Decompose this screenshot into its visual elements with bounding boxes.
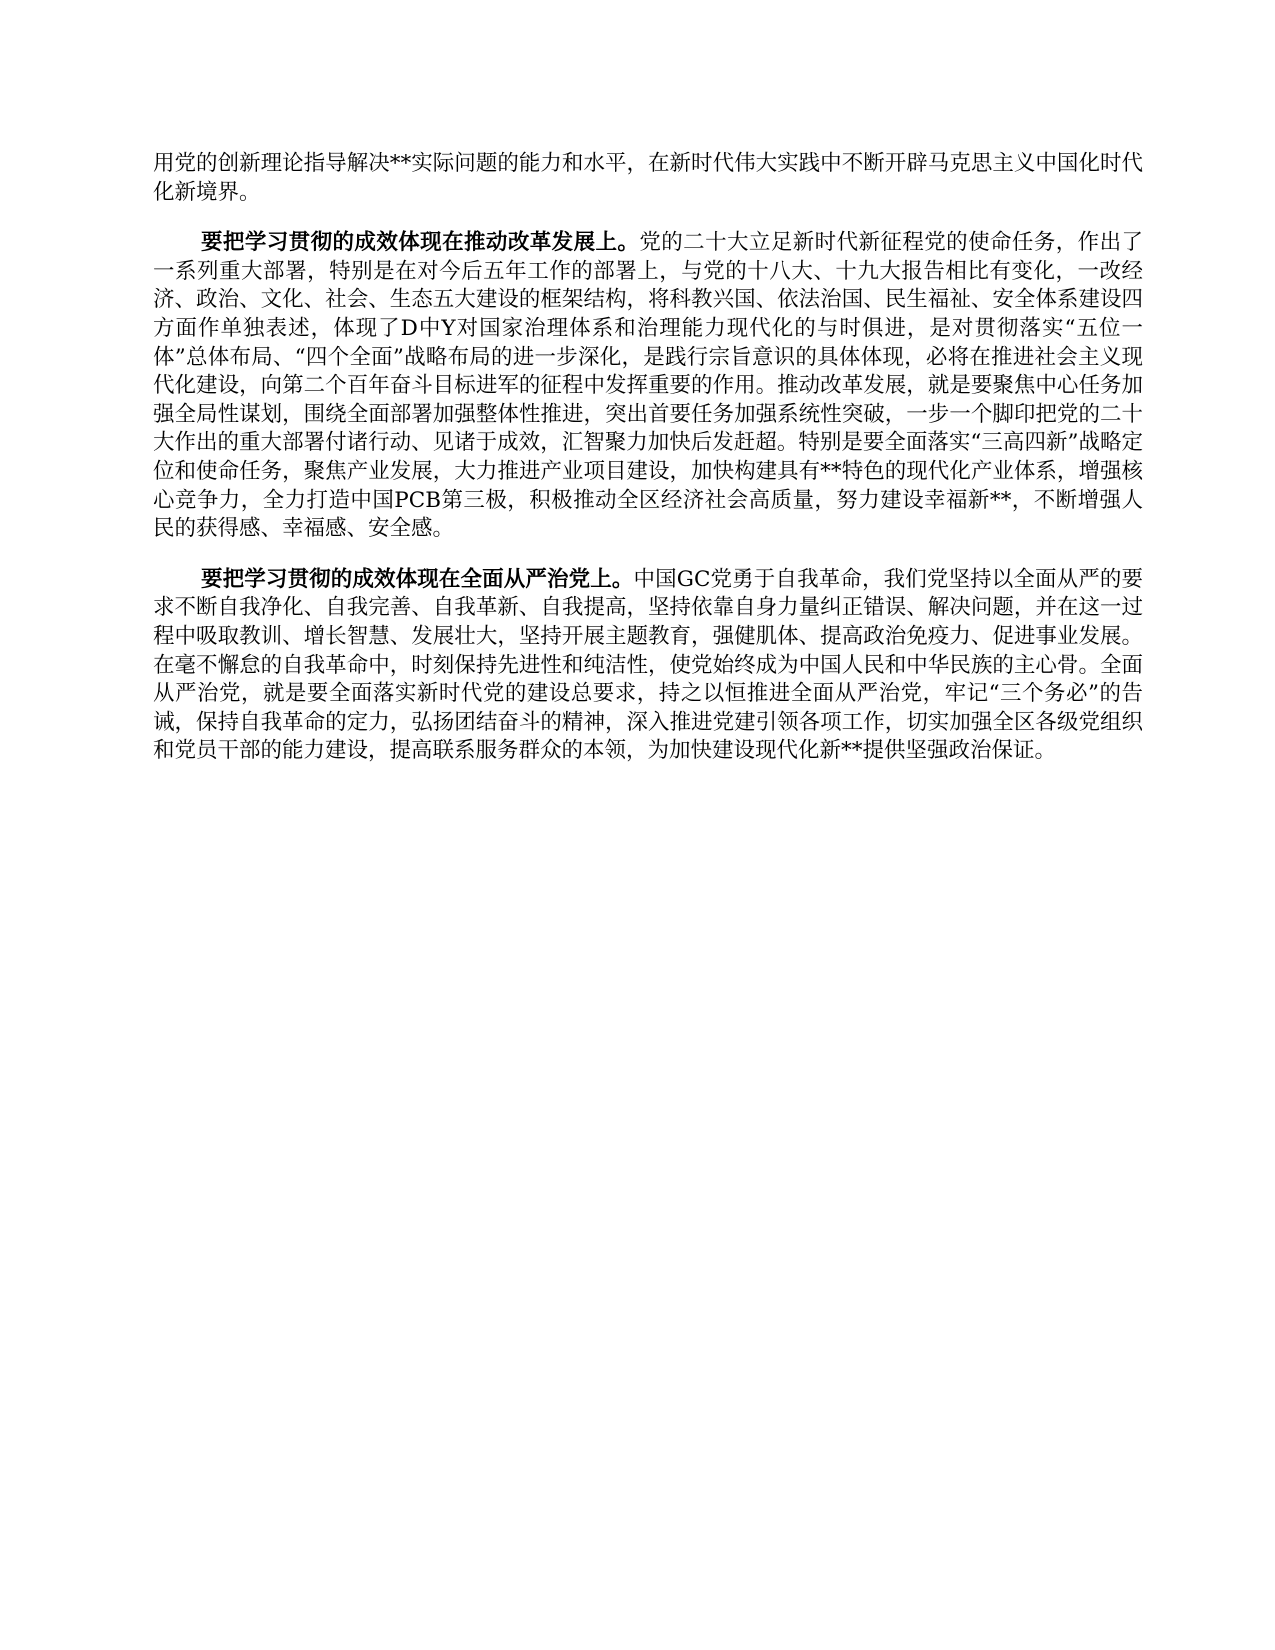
paragraph-heading: 要把学习贯彻的成效体现在全面从严治党上。 (201, 566, 634, 592)
paragraph-reform-development (153, 229, 1143, 544)
paragraph-body: 用党的创新理论指导解决**实际问题的能力和水平，在新时代伟大实践中不断开辟马克思主义中国化时代化新境界。 (153, 151, 1143, 205)
paragraph-heading: 要把学习贯彻的成效体现在推动改革发展上。 (201, 230, 640, 256)
paragraph-body: 中国GC党勇于自我革命，我们党坚持以全面从严的要求不断自我净化、自我完善、自我革新、自我提高，坚持依靠自身力量纠正错误、解决问题，并在这一过程中吸取教训、增长智慧、发展壮大，坚持开展主题教育，强健肌体、提高政治免疫力、促进事业发展。在毫不懈怠的自我革命中，时刻保持先进性和纯洁性，使党始终成为中国人民和中华民族的主心骨。全面从严治党，就是要全面落实新时代党的建设总要求，持之以恒推进全面从严治党，牢记“三个务必”的告诫，保持自我革命的定力，弘扬团结奋斗的精神，深入推进党建引领各项工作，切实加强全区各级党组织和党员干部的能力建设，提高联系服务群众的本领，为加快建设现代化新**提供坚强政治保证。 (153, 566, 1143, 764)
paragraph-body: 党的二十大立足新时代新征程党的使命任务，作出了一系列重大部署，特别是在对今后五年工作的部署上，与党的十八大、十九大报告相比有变化，一改经济、政治、文化、社会、生态五大建设的框架结构，将科教兴国、依法治国、民生福祉、安全体系建设四方面作单独表述，体现了D中Y对国家治理体系和治理能力现代化的与时俱进，是对贯彻落实“五位一体”总体布局、“四个全面”战略布局的进一步深化，是践行宗旨意识的具体体现，必将在推进社会主义现代化建设，向第二个百年奋斗目标进军的征程中发挥重要的作用。推动改革发展，就是要聚焦中心任务加强全局性谋划，围绕全面部署加强整体性推进，突出首要任务加强系统性突破，一步一个脚印把党的二十大作出的重大部署付诸行动、见诸于成效，汇智聚力加快后发赶超。特别是要全面落实“三高四新”战略定位和使命任务，聚焦产业发展，大力推进产业项目建设，加快构建具有**特色的现代化产业体系，增强核心竞争力，全力打造中国PCB第三极，积极推动全区经济社会高质量，努力建设幸福新**，不断增强人民的获得感、幸福感、安全感。 (153, 230, 1143, 542)
paragraph-party-governance (153, 566, 1143, 766)
paragraph-continuation (153, 150, 1143, 207)
document-page (153, 150, 1143, 788)
